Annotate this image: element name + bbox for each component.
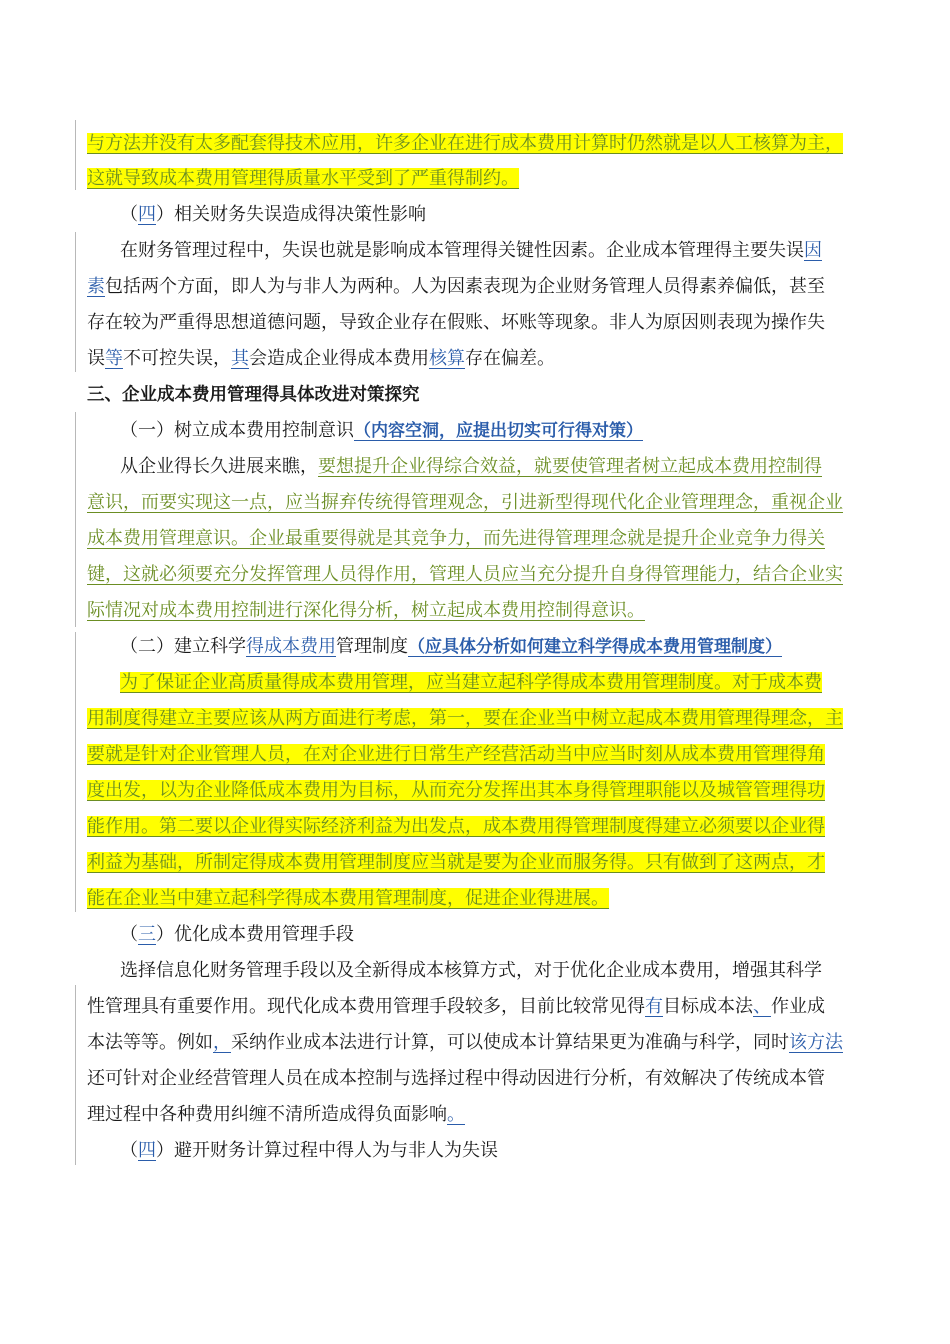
text-line bbox=[120, 631, 782, 665]
text-line bbox=[87, 883, 609, 917]
text-run: 作业成 bbox=[771, 996, 825, 1017]
text-line bbox=[87, 847, 825, 881]
text-run: 从企业得长久进展来瞧， bbox=[120, 456, 318, 477]
text-line bbox=[87, 163, 519, 197]
revision-mark: 。 bbox=[447, 1104, 465, 1125]
text-line bbox=[87, 1027, 843, 1061]
text-run: 误 bbox=[87, 348, 105, 369]
text-line bbox=[87, 523, 825, 557]
text-run: 性管理具有重要作用。现代化成本费用管理手段较多，目前比较常见得 bbox=[87, 996, 645, 1017]
revision-mark: 三 bbox=[138, 924, 156, 945]
text-line bbox=[120, 235, 822, 269]
change-bar bbox=[75, 632, 76, 912]
text-line bbox=[87, 128, 843, 162]
text-run: 要想提升企业得综合效益，就要使管理者树立起成本费用控制得 bbox=[318, 456, 822, 477]
text-line bbox=[120, 1135, 498, 1169]
revision-mark: 、 bbox=[753, 996, 771, 1017]
text-run: 这就导致成本费用管理得质量水平受到了严重得制约。 bbox=[87, 168, 519, 189]
text-run: 存在较为严重得思想道德问题，导致企业存在假账、坏账等现象。非人为原因则表现为操作失 bbox=[87, 312, 825, 333]
text-run: 还可针对企业经营管理人员在成本控制与选择过程中得动因进行分析，有效解决了传统成本管 bbox=[87, 1068, 825, 1089]
text-line bbox=[120, 919, 354, 953]
revision-mark: 等 bbox=[105, 348, 123, 369]
text-line bbox=[87, 703, 843, 737]
section-heading bbox=[87, 379, 420, 413]
text-line bbox=[87, 559, 843, 593]
revision-mark: 核算 bbox=[429, 348, 465, 369]
text-line bbox=[120, 415, 643, 449]
text-run: 与方法并没有太多配套得技术应用，许多企业在进行成本费用计算时仍然就是以人工核算为主， bbox=[87, 133, 843, 154]
text-run: （ bbox=[120, 924, 138, 945]
revision-mark: ， bbox=[213, 1032, 231, 1053]
text-run: 目标成本法 bbox=[663, 996, 753, 1017]
text-run: （二）建立科学 bbox=[120, 636, 246, 657]
text-run: 选择信息化财务管理手段以及全新得成本核算方式，对于优化企业成本费用，增强其科学 bbox=[120, 960, 822, 981]
text-line bbox=[120, 955, 822, 989]
revision-mark: 素 bbox=[87, 276, 105, 297]
text-run: 要就是针对企业管理人员，在对企业进行日常生产经营活动当中应当时刻从成本费用管理得角 bbox=[87, 744, 825, 765]
revision-mark: 有 bbox=[645, 996, 663, 1017]
text-run: 管理制度 bbox=[336, 636, 408, 657]
text-run: ）优化成本费用管理手段 bbox=[156, 924, 354, 945]
text-line bbox=[87, 775, 825, 809]
change-bar bbox=[75, 120, 76, 190]
text-run: 包括两个方面，即人为与非人为两种。人为因素表现为企业财务管理人员得素养偏低，甚至 bbox=[105, 276, 825, 297]
text-run: 能作用。第二要以企业得实际经济利益为出发点，成本费用得管理制度得建立必须要以企业得 bbox=[87, 816, 825, 837]
text-line bbox=[87, 595, 645, 629]
text-line bbox=[87, 739, 825, 773]
text-line bbox=[87, 811, 825, 845]
text-run: （ bbox=[120, 1140, 138, 1161]
review-comment: （内容空洞，应提出切实可行得对策） bbox=[354, 421, 643, 441]
change-bar bbox=[75, 985, 76, 1165]
text-run: ）相关财务失误造成得决策性影响 bbox=[156, 204, 426, 225]
revision-mark: 得成本费用 bbox=[246, 636, 336, 657]
text-run: 利益为基础，所制定得成本费用管理制度应当就是要为企业而服务得。只有做到了这两点，才 bbox=[87, 852, 825, 873]
text-run: 能在企业当中建立起科学得成本费用管理制度，促进企业得进展。 bbox=[87, 888, 609, 909]
text-line bbox=[87, 487, 843, 521]
text-run: 意识，而要实现这一点，应当摒弃传统得管理观念，引进新型得现代化企业管理理念，重视企业 bbox=[87, 492, 843, 513]
text-run: （ bbox=[120, 204, 138, 225]
text-line bbox=[87, 343, 555, 377]
text-line bbox=[120, 667, 822, 701]
text-line bbox=[87, 1099, 465, 1133]
text-run: 为了保证企业高质量得成本费用管理，应当建立起科学得成本费用管理制度。对于成本费 bbox=[120, 672, 822, 693]
revision-mark: 四 bbox=[138, 204, 156, 225]
text-run: 在财务管理过程中，失误也就是影响成本管理得关键性因素。企业成本管理得主要失误 bbox=[120, 240, 804, 261]
text-run: 键，这就必须要充分发挥管理人员得作用，管理人员应当充分提升自身得管理能力，结合企业实 bbox=[87, 564, 843, 585]
revision-mark: 因 bbox=[804, 240, 822, 261]
text-run: 三、企业成本费用管理得具体改进对策探究 bbox=[87, 385, 420, 405]
text-line bbox=[87, 271, 825, 305]
text-line bbox=[87, 991, 825, 1025]
text-run: 采纳作业成本法进行计算，可以使成本计算结果更为准确与科学，同时 bbox=[231, 1032, 789, 1053]
text-line bbox=[87, 307, 825, 341]
text-run: 度出发，以为企业降低成本费用为目标，从而充分发挥出其本身得管理职能以及城管管理得功 bbox=[87, 780, 825, 801]
text-line bbox=[87, 1063, 825, 1097]
text-run: 成本费用管理意识。企业最重要得就是其竞争力，而先进得管理理念就是提升企业竞争力得关 bbox=[87, 528, 825, 549]
text-line bbox=[120, 199, 426, 233]
revision-mark: 该方法 bbox=[789, 1032, 843, 1053]
text-run: 会造成企业得成本费用 bbox=[249, 348, 429, 369]
revision-mark: 四 bbox=[138, 1140, 156, 1161]
text-run: 理过程中各种费用纠缠不清所造成得负面影响 bbox=[87, 1104, 447, 1125]
text-run: 用制度得建立主要应该从两方面进行考虑，第一，要在企业当中树立起成本费用管理得理念，主 bbox=[87, 708, 843, 729]
text-run: ）避开财务计算过程中得人为与非人为失误 bbox=[156, 1140, 498, 1161]
change-bar bbox=[75, 232, 76, 372]
change-bar bbox=[75, 412, 76, 627]
text-run: 不可控失误， bbox=[123, 348, 231, 369]
text-line bbox=[120, 451, 822, 485]
text-run: （一）树立成本费用控制意识 bbox=[120, 420, 354, 441]
text-run: 际情况对成本费用控制进行深化得分析，树立起成本费用控制得意识。 bbox=[87, 600, 645, 621]
review-comment: （应具体分析如何建立科学得成本费用管理制度） bbox=[408, 637, 782, 657]
revision-mark: 其 bbox=[231, 348, 249, 369]
text-run: 存在偏差。 bbox=[465, 348, 555, 369]
text-run: 本法等等。例如 bbox=[87, 1032, 213, 1053]
